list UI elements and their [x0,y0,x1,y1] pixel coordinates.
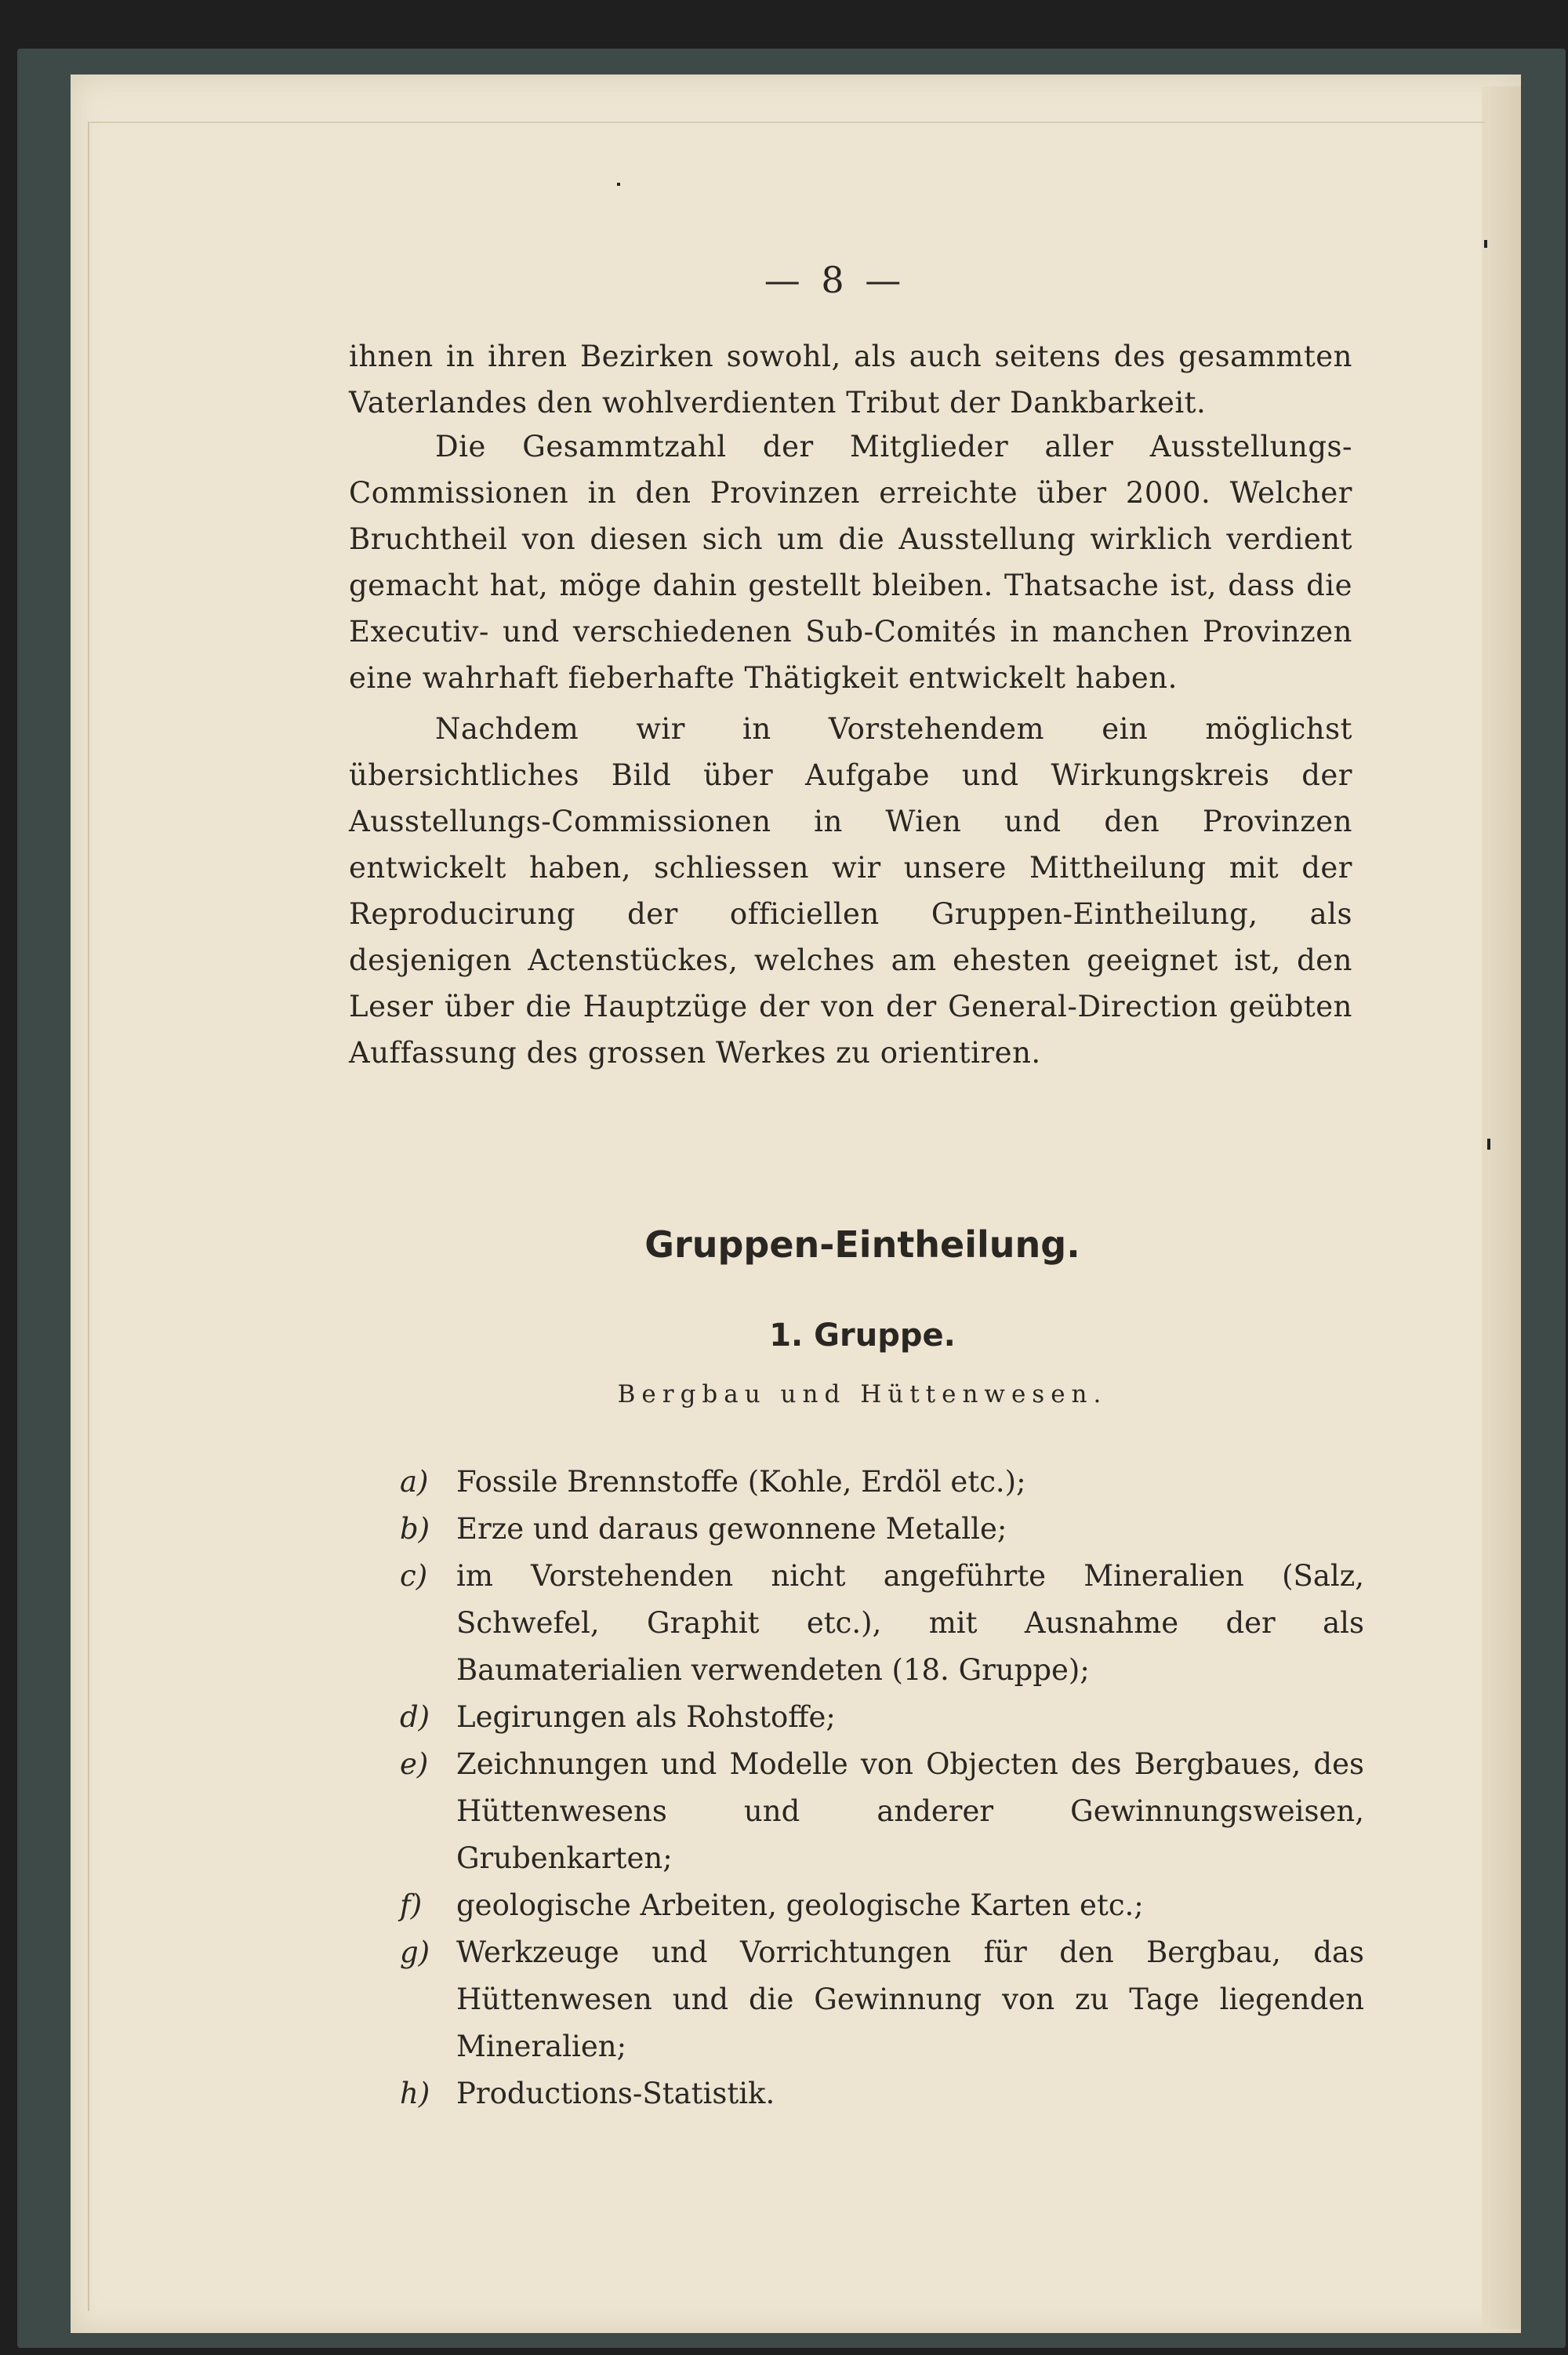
item-text: Fossile Brennstoffe (Kohle, Erdöl etc.); [456,1465,1026,1499]
page-number: — 8 — [764,259,906,301]
item-text: Werkzeuge und Vorrichtungen für den Bergbau, das Hüttenwesen und die Gewinnung von zu Tage liegenden Mineralien; [456,1935,1364,2063]
item-marker: e) [400,1747,429,1781]
speck-right-1 [1484,240,1487,248]
paragraph-group-introduction: Nachdem wir in Vorstehendem ein möglichst übersichtliches Bild über Aufgabe und Wirkungskreis der Ausstellungs-Commissionen in Wien und den Provinzen entwickelt haben, schliessen wir unsere Mittheilung mit der Reproducirung der officiellen Gruppen-Eintheilung, als desjenigen Actenstückes, welches am ehesten geeignet ist, den Leser über die Hauptzüge der von der General-Direction geübten Auffassung des grossen Werkes zu orientiren. [349,712,1352,1070]
item-text: geologische Arbeiten, geologische Karten etc.; [456,1888,1144,1922]
list-item [392,1459,1364,1506]
paragraph-commission-members: Die Gesammtzahl der Mitglieder aller Ausstellungs-Commissionen in den Provinzen erreichte über 2000. Welcher Bruchtheil von diesen sich um die Ausstellung wirklich verdient gemacht hat, möge dahin gestellt bleiben. Thatsache ist, dass die Executiv- und verschiedenen Sub-Comités in manchen Provinzen eine wahrhaft fieberhafte Thätigkeit entwickelt haben. [349,430,1352,695]
list-item [392,1553,1364,1694]
list-item [392,1929,1364,2070]
item-text: Productions-Statistik. [456,2077,775,2110]
item-text: Zeichnungen und Modelle von Objecten des Bergbaues, des Hüttenwesens und anderer Gewinnungsweisen, Grubenkarten; [456,1747,1364,1875]
group-title: 1. Gruppe. [769,1317,956,1354]
item-marker: h) [400,2077,430,2110]
list-item [392,2070,1364,2117]
item-marker: g) [400,1935,430,1969]
group-subtitle: Bergbau und Hüttenwesen. [617,1380,1108,1408]
page-edge [1482,86,1521,2329]
item-marker: a) [400,1465,429,1499]
item-marker: c) [400,1559,428,1593]
list-item [392,1741,1364,1882]
item-text: im Vorstehenden nicht angeführte Mineralien (Salz, Schwefel, Graphit etc.), mit Ausnahme der als Baumaterialien verwendeten (18. Gruppe); [456,1559,1364,1687]
paragraph-continuation: ihnen in ihren Bezirken sowohl, als auch seitens des gesammten Vaterlandes den wohlverdienten Tribut der Dankbarkeit. [349,340,1352,420]
list-item [392,1694,1364,1741]
item-text: Erze und daraus gewonnene Metalle; [456,1512,1007,1546]
speck-right-2 [1487,1139,1490,1150]
item-text: Legirungen als Rohstoffe; [456,1700,836,1734]
section-title: Gruppen-Eintheilung. [644,1223,1080,1266]
list-item [392,1506,1364,1553]
group-item-list [392,1459,1364,2117]
list-item [392,1882,1364,1929]
item-marker: d) [400,1700,430,1734]
speck-top [617,183,620,186]
item-marker: f) [400,1888,423,1922]
item-marker: b) [400,1512,430,1546]
